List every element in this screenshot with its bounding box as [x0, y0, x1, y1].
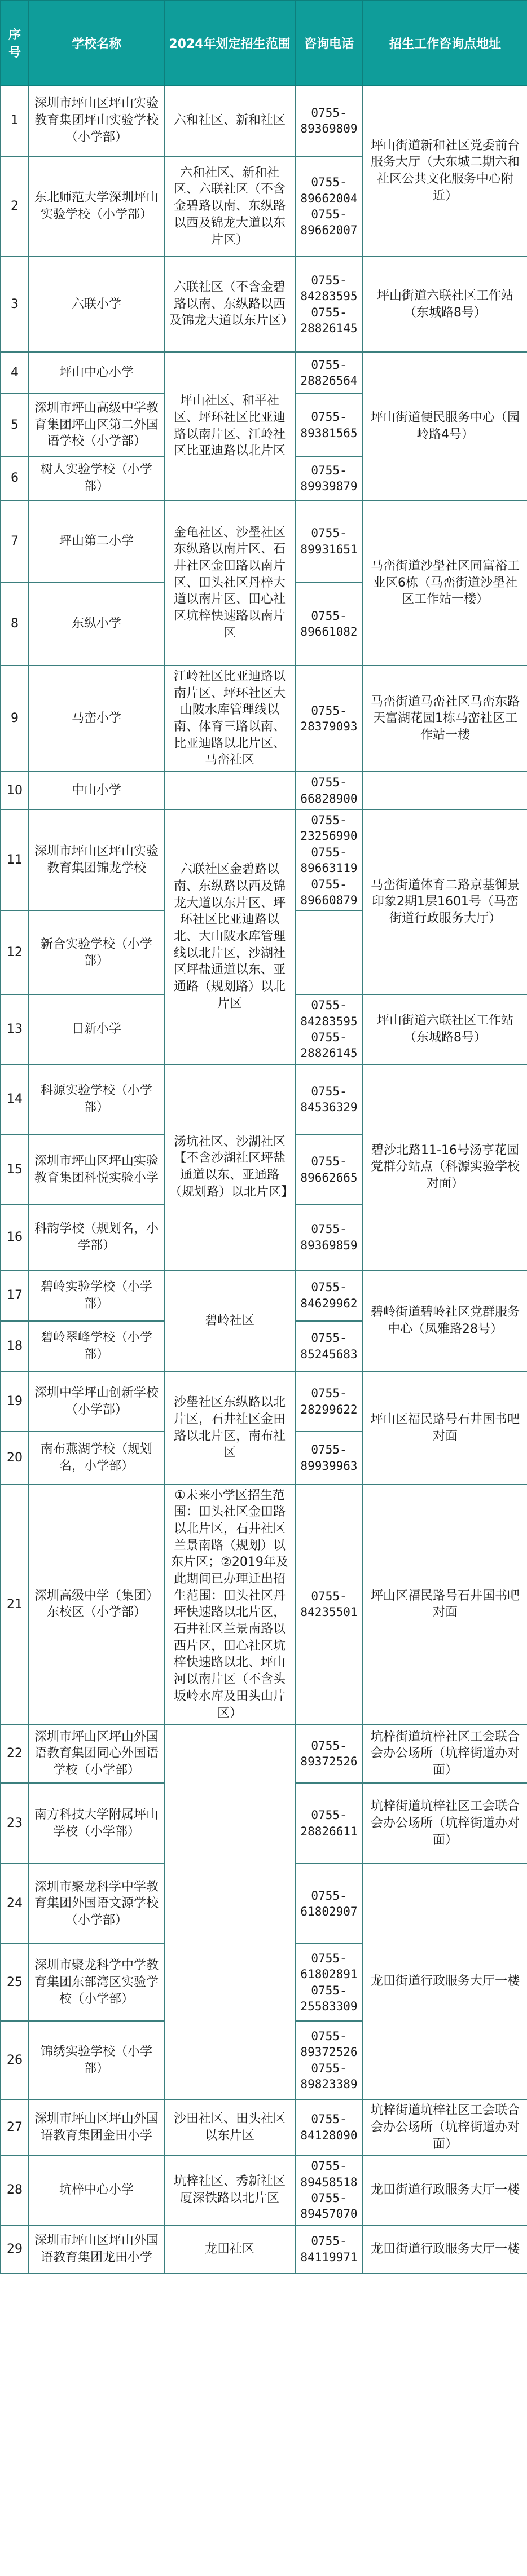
school-name: 日新小学 — [29, 994, 164, 1064]
consult-phone — [295, 911, 363, 994]
enrollment-scope — [164, 772, 295, 809]
phone-line: 28826611 — [300, 1824, 358, 1838]
enrollment-scope: ①未来小学区招生范围：田头社区金田路以北片区，石井社区兰景南路（规划）以东片区；②2019年及此期间已办理迁出招生范围：田头社区丹坪快速路以北片区，石井社区兰景南路以西片区，田心社区坑梓快速路以北、坪山河以南片区（不含头坂岭水库及田头山片区） — [164, 1485, 295, 1725]
phone-line: 0755- — [311, 1222, 347, 1236]
phone-line: 0755- — [311, 358, 347, 372]
consult-address: 龙田街道行政服务大厅一楼 — [363, 2155, 527, 2225]
enrollment-scope: 坑梓社区、秀新社区厦深铁路以北片区 — [164, 2155, 295, 2225]
row-index: 22 — [1, 1724, 29, 1783]
row-index: 9 — [1, 666, 29, 772]
row-index: 14 — [1, 1064, 29, 1135]
consult-phone — [295, 1135, 363, 1205]
school-name: 科韵学校（规划名，小学部） — [29, 1205, 164, 1270]
row-index: 23 — [1, 1783, 29, 1864]
phone-line: 0755- — [311, 609, 347, 623]
consult-phone — [295, 85, 363, 156]
phone-line: 0755- — [311, 1331, 347, 1345]
consult-phone — [295, 2225, 363, 2274]
row-index: 25 — [1, 1944, 29, 2021]
school-name: 深圳市坪山区坪山外国语教育集团龙田小学 — [29, 2225, 164, 2274]
row-index: 5 — [1, 394, 29, 456]
school-name: 中山小学 — [29, 772, 164, 809]
phone-line: 84283595 — [300, 289, 358, 303]
consult-address: 坪山街道便民服务中心（园岭路4号） — [363, 352, 527, 500]
consult-phone — [295, 582, 363, 666]
row-index: 12 — [1, 911, 29, 994]
phone-line: 0755- — [311, 1738, 347, 1752]
table-row — [1, 1724, 527, 1783]
table-row — [1, 2099, 527, 2155]
enrollment-scope: 碧岭社区 — [164, 1270, 295, 1372]
table-row — [1, 1485, 527, 1725]
phone-line: 0755- — [311, 776, 347, 790]
consult-phone — [295, 1432, 363, 1485]
phone-line: 84128090 — [300, 2128, 358, 2142]
consult-phone — [295, 1064, 363, 1135]
phone-line: 89457070 — [300, 2207, 358, 2221]
consult-phone — [295, 1864, 363, 1944]
consult-address: 马峦街道体育二路京基御景印象2期1层1601号（马峦街道行政服务大厅） — [363, 809, 527, 994]
phone-line: 89381565 — [300, 426, 358, 440]
phone-line: 89369809 — [300, 122, 358, 135]
school-name: 马峦小学 — [29, 666, 164, 772]
consult-phone — [295, 994, 363, 1064]
consult-address — [363, 772, 527, 809]
phone-line: 89662665 — [300, 1170, 358, 1184]
phone-line: 28826145 — [300, 1046, 358, 1060]
phone-line: 28826564 — [300, 374, 358, 387]
consult-address: 坑梓街道坑梓社区工会联合会办公场所（坑梓街道办对面） — [363, 2099, 527, 2155]
consult-address: 坪山区福民路号石井国书吧对面 — [363, 1485, 527, 1725]
school-name: 深圳中学坪山创新学校（小学部） — [29, 1372, 164, 1432]
row-index: 13 — [1, 994, 29, 1064]
phone-line: 0755- — [311, 1386, 347, 1401]
phone-line: 0755- — [311, 1589, 347, 1604]
phone-line: 25583309 — [300, 2000, 358, 2014]
phone-line: 0755- — [311, 2061, 347, 2075]
table-row — [1, 500, 527, 582]
phone-line: 89372526 — [300, 2045, 358, 2059]
phone-line: 0755- — [311, 105, 347, 120]
row-index: 21 — [1, 1485, 29, 1725]
phone-line: 89663119 — [300, 861, 358, 875]
phone-line: 0755- — [311, 1952, 347, 1965]
phone-line: 0755- — [311, 2234, 347, 2248]
phone-line: 0755- — [311, 877, 347, 891]
row-index: 27 — [1, 2099, 29, 2155]
phone-line: 0755- — [311, 1280, 347, 1294]
school-name: 碧岭翠峰学校（小学部） — [29, 1321, 164, 1372]
table-row — [1, 352, 527, 394]
consult-phone — [295, 352, 363, 394]
consult-address: 马峦街道马峦社区马峦东路天富湖花园1栋马峦社区工作站一楼 — [363, 666, 527, 772]
phone-line: 0755- — [311, 845, 347, 859]
row-index: 10 — [1, 772, 29, 809]
school-name: 深圳高级中学（集团）东校区（小学部） — [29, 1485, 164, 1725]
consult-address: 坪山街道六联社区工作站（东城路8号） — [363, 994, 527, 1064]
school-name: 坪山第二小学 — [29, 500, 164, 582]
consult-phone — [295, 156, 363, 257]
row-index: 28 — [1, 2155, 29, 2225]
school-name: 科源实验学校（小学部） — [29, 1064, 164, 1135]
phone-line: 89661082 — [300, 625, 358, 639]
phone-line: 84629962 — [300, 1296, 358, 1310]
school-name: 深圳市坪山区坪山实验教育集团锦龙学校 — [29, 809, 164, 911]
phone-line: 0755- — [311, 703, 347, 717]
enrollment-scope: 沙壆社区东纵路以北片区，石井社区金田路以北片区，南布社区 — [164, 1372, 295, 1485]
school-name: 树人实验学校（小学部） — [29, 456, 164, 500]
phone-line: 0755- — [311, 813, 347, 827]
consult-address: 坪山街道六联社区工作站（东城路8号） — [363, 257, 527, 352]
consult-phone — [295, 500, 363, 582]
row-index: 24 — [1, 1864, 29, 1944]
school-name: 南方科技大学附属坪山学校（小学部） — [29, 1783, 164, 1864]
header-phone: 咨询电话 — [295, 1, 363, 85]
table-row — [1, 85, 527, 156]
table-header-row — [1, 1, 527, 85]
school-name: 南布燕湖学校（规划名，小学部） — [29, 1432, 164, 1485]
row-index: 26 — [1, 2021, 29, 2099]
row-index: 11 — [1, 809, 29, 911]
school-name: 深圳市坪山区坪山外国语教育集团金田小学 — [29, 2099, 164, 2155]
row-index: 4 — [1, 352, 29, 394]
phone-line: 89372526 — [300, 1755, 358, 1769]
consult-phone — [295, 1485, 363, 1725]
phone-line: 89823389 — [300, 2077, 358, 2091]
consult-phone — [295, 2021, 363, 2099]
phone-line: 0755- — [311, 175, 347, 190]
enrollment-scope: 金龟社区、沙壆社区东纵路以南片区、石井社区金田路以南片区、田头社区丹梓大道以南片区、田心社区坑梓快速路以南片区 — [164, 500, 295, 666]
enrollment-scope: 汤坑社区、沙湖社区【不含沙湖社区坪盐通道以东、亚通路（规划路）以北片区】 — [164, 1064, 295, 1270]
table-row — [1, 2155, 527, 2225]
phone-line: 89939879 — [300, 479, 358, 493]
phone-line: 61802907 — [300, 1905, 358, 1919]
phone-line: 0755- — [311, 208, 347, 221]
enrollment-scope: 江岭社区比亚迪路以南片区、坪环社区大山陂水库管理线以南、体育三路以南、比亚迪路以北片区、马峦社区 — [164, 666, 295, 772]
enrollment-scope: 六联社区（不含金碧路以南、东纵路以西及锦龙大道以东片区） — [164, 257, 295, 352]
school-name: 新合实验学校（小学部） — [29, 911, 164, 994]
consult-phone — [295, 666, 363, 772]
row-index: 29 — [1, 2225, 29, 2274]
phone-line: 28299622 — [300, 1402, 358, 1416]
enrollment-scope: 沙田社区、田头社区以东片区 — [164, 2099, 295, 2155]
phone-line: 89662007 — [300, 223, 358, 237]
phone-line: 84283595 — [300, 1014, 358, 1028]
phone-line: 0755- — [311, 1155, 347, 1169]
table-row — [1, 1372, 527, 1432]
phone-line: 0755- — [311, 2191, 347, 2205]
consult-phone — [295, 394, 363, 456]
phone-line: 0755- — [311, 1443, 347, 1457]
consult-phone — [295, 1205, 363, 1270]
consult-address: 碧沙北路11-16号汤亨花园党群分站点（科源实验学校对面） — [363, 1064, 527, 1270]
enrollment-scope: 龙田社区 — [164, 2225, 295, 2274]
table-row — [1, 1270, 527, 1321]
header-scope: 2024年划定招生范围 — [164, 1, 295, 85]
table-row — [1, 1064, 527, 1135]
phone-line: 84235501 — [300, 1605, 358, 1619]
row-index: 8 — [1, 582, 29, 666]
enrollment-scope: 六和社区、新和社区 — [164, 85, 295, 156]
school-name: 深圳市坪山区坪山实验教育集团坪山实验学校（小学部） — [29, 85, 164, 156]
school-name: 深圳市坪山高级中学教育集团坪山区第二外国语学校（小学部） — [29, 394, 164, 456]
table-body — [1, 85, 527, 2274]
row-index: 19 — [1, 1372, 29, 1432]
phone-line: 0755- — [311, 526, 347, 540]
phone-line: 84536329 — [300, 1100, 358, 1115]
phone-line: 0755- — [311, 1983, 347, 1997]
phone-line: 0755- — [311, 998, 347, 1012]
consult-address: 碧岭街道碧岭社区党群服务中心（凤雅路28号） — [363, 1270, 527, 1372]
consult-address: 坑梓街道坑梓社区工会联合会办公场所（坑梓街道办对面） — [363, 1724, 527, 1783]
phone-line: 23256990 — [300, 829, 358, 843]
phone-line: 0755- — [311, 2159, 347, 2173]
phone-line: 0755- — [311, 410, 347, 424]
phone-line: 61802891 — [300, 1967, 358, 1981]
school-name: 东北师范大学深圳坪山实验学校（小学部） — [29, 156, 164, 257]
consult-phone — [295, 456, 363, 500]
phone-line: 0755- — [311, 305, 347, 319]
phone-line: 89931651 — [300, 542, 358, 556]
row-index: 2 — [1, 156, 29, 257]
phone-line: 0755- — [311, 1888, 347, 1903]
school-name: 深圳市坪山区坪山实验教育集团科悦实验小学 — [29, 1135, 164, 1205]
header-school: 学校名称 — [29, 1, 164, 85]
table-row — [1, 772, 527, 809]
enrollment-scope: 六和社区、新和社区、六联社区（不含金碧路以南、东纵路以西及锦龙大道以东片区） — [164, 156, 295, 257]
consult-phone — [295, 1783, 363, 1864]
consult-phone — [295, 1372, 363, 1432]
phone-line: 89369859 — [300, 1238, 358, 1252]
row-index: 17 — [1, 1270, 29, 1321]
school-name: 坪山中心小学 — [29, 352, 164, 394]
phone-line: 0755- — [311, 1084, 347, 1098]
consult-phone — [295, 1321, 363, 1372]
consult-phone — [295, 1270, 363, 1321]
table-row — [1, 2225, 527, 2274]
consult-phone — [295, 257, 363, 352]
phone-line: 0755- — [311, 273, 347, 287]
school-name: 东纵小学 — [29, 582, 164, 666]
consult-address: 龙田街道行政服务大厅一楼 — [363, 1864, 527, 2099]
row-index: 3 — [1, 257, 29, 352]
phone-line: 89660879 — [300, 893, 358, 907]
phone-line: 89662004 — [300, 191, 358, 205]
phone-line: 84119971 — [300, 2250, 358, 2264]
table-row — [1, 809, 527, 911]
school-name: 碧岭实验学校（小学部） — [29, 1270, 164, 1321]
consult-phone — [295, 809, 363, 911]
row-index: 1 — [1, 85, 29, 156]
phone-line: 89458518 — [300, 2175, 358, 2189]
table-row — [1, 666, 527, 772]
row-index: 6 — [1, 456, 29, 500]
phone-line: 0755- — [311, 2029, 347, 2043]
phone-line: 0755- — [311, 463, 347, 477]
consult-address: 坪山区福民路号石井国书吧对面 — [363, 1372, 527, 1485]
header-index: 序号 — [1, 1, 29, 85]
school-name: 六联小学 — [29, 257, 164, 352]
consult-phone — [295, 1724, 363, 1783]
table-row — [1, 257, 527, 352]
school-name: 深圳市聚龙科学中学教育集团外国语文源学校（小学部） — [29, 1864, 164, 1944]
consult-address: 马峦街道沙壆社区同富裕工业区6栋（马峦街道沙壆社区工作站一楼） — [363, 500, 527, 666]
row-index: 15 — [1, 1135, 29, 1205]
enrollment-scope — [164, 1724, 295, 2099]
phone-line: 28379093 — [300, 720, 358, 734]
enrollment-scope: 坪山社区、和平社区、坪环社区比亚迪路以南片区、江岭社区比亚迪路以北片区 — [164, 352, 295, 500]
phone-line: 85245683 — [300, 1347, 358, 1361]
row-index: 18 — [1, 1321, 29, 1372]
header-address: 招生工作咨询点地址 — [363, 1, 527, 85]
consult-address: 坪山街道新和社区党委前台服务大厅（大东城二期六和社区公共文化服务中心附近） — [363, 85, 527, 257]
phone-line: 89939963 — [300, 1459, 358, 1473]
row-index: 20 — [1, 1432, 29, 1485]
consult-phone — [295, 1944, 363, 2021]
school-name: 锦绣实验学校（小学部） — [29, 2021, 164, 2099]
consult-address: 坑梓街道坑梓社区工会联合会办公场所（坑梓街道办对面） — [363, 1783, 527, 1864]
phone-line: 0755- — [311, 1808, 347, 1822]
phone-line: 0755- — [311, 2112, 347, 2126]
school-name: 深圳市坪山区坪山外国语教育集团同心外国语学校（小学部） — [29, 1724, 164, 1783]
consult-phone — [295, 2155, 363, 2225]
enrollment-scope: 六联社区金碧路以南、东纵路以西及锦龙大道以东片区、坪环社区比亚迪路以北、大山陂水库管理线以北片区，沙湖社区坪盐通道以东、亚通路（规划路）以北片区 — [164, 809, 295, 1064]
row-index: 16 — [1, 1205, 29, 1270]
consult-address: 龙田街道行政服务大厅一楼 — [363, 2225, 527, 2274]
consult-phone — [295, 772, 363, 809]
phone-line: 28826145 — [300, 321, 358, 335]
consult-phone — [295, 2099, 363, 2155]
phone-line: 66828900 — [300, 791, 358, 805]
row-index: 7 — [1, 500, 29, 582]
school-name: 深圳市聚龙科学中学教育集团东部湾区实验学校（小学部） — [29, 1944, 164, 2021]
school-name: 坑梓中心小学 — [29, 2155, 164, 2225]
phone-line: 0755- — [311, 1030, 347, 1044]
